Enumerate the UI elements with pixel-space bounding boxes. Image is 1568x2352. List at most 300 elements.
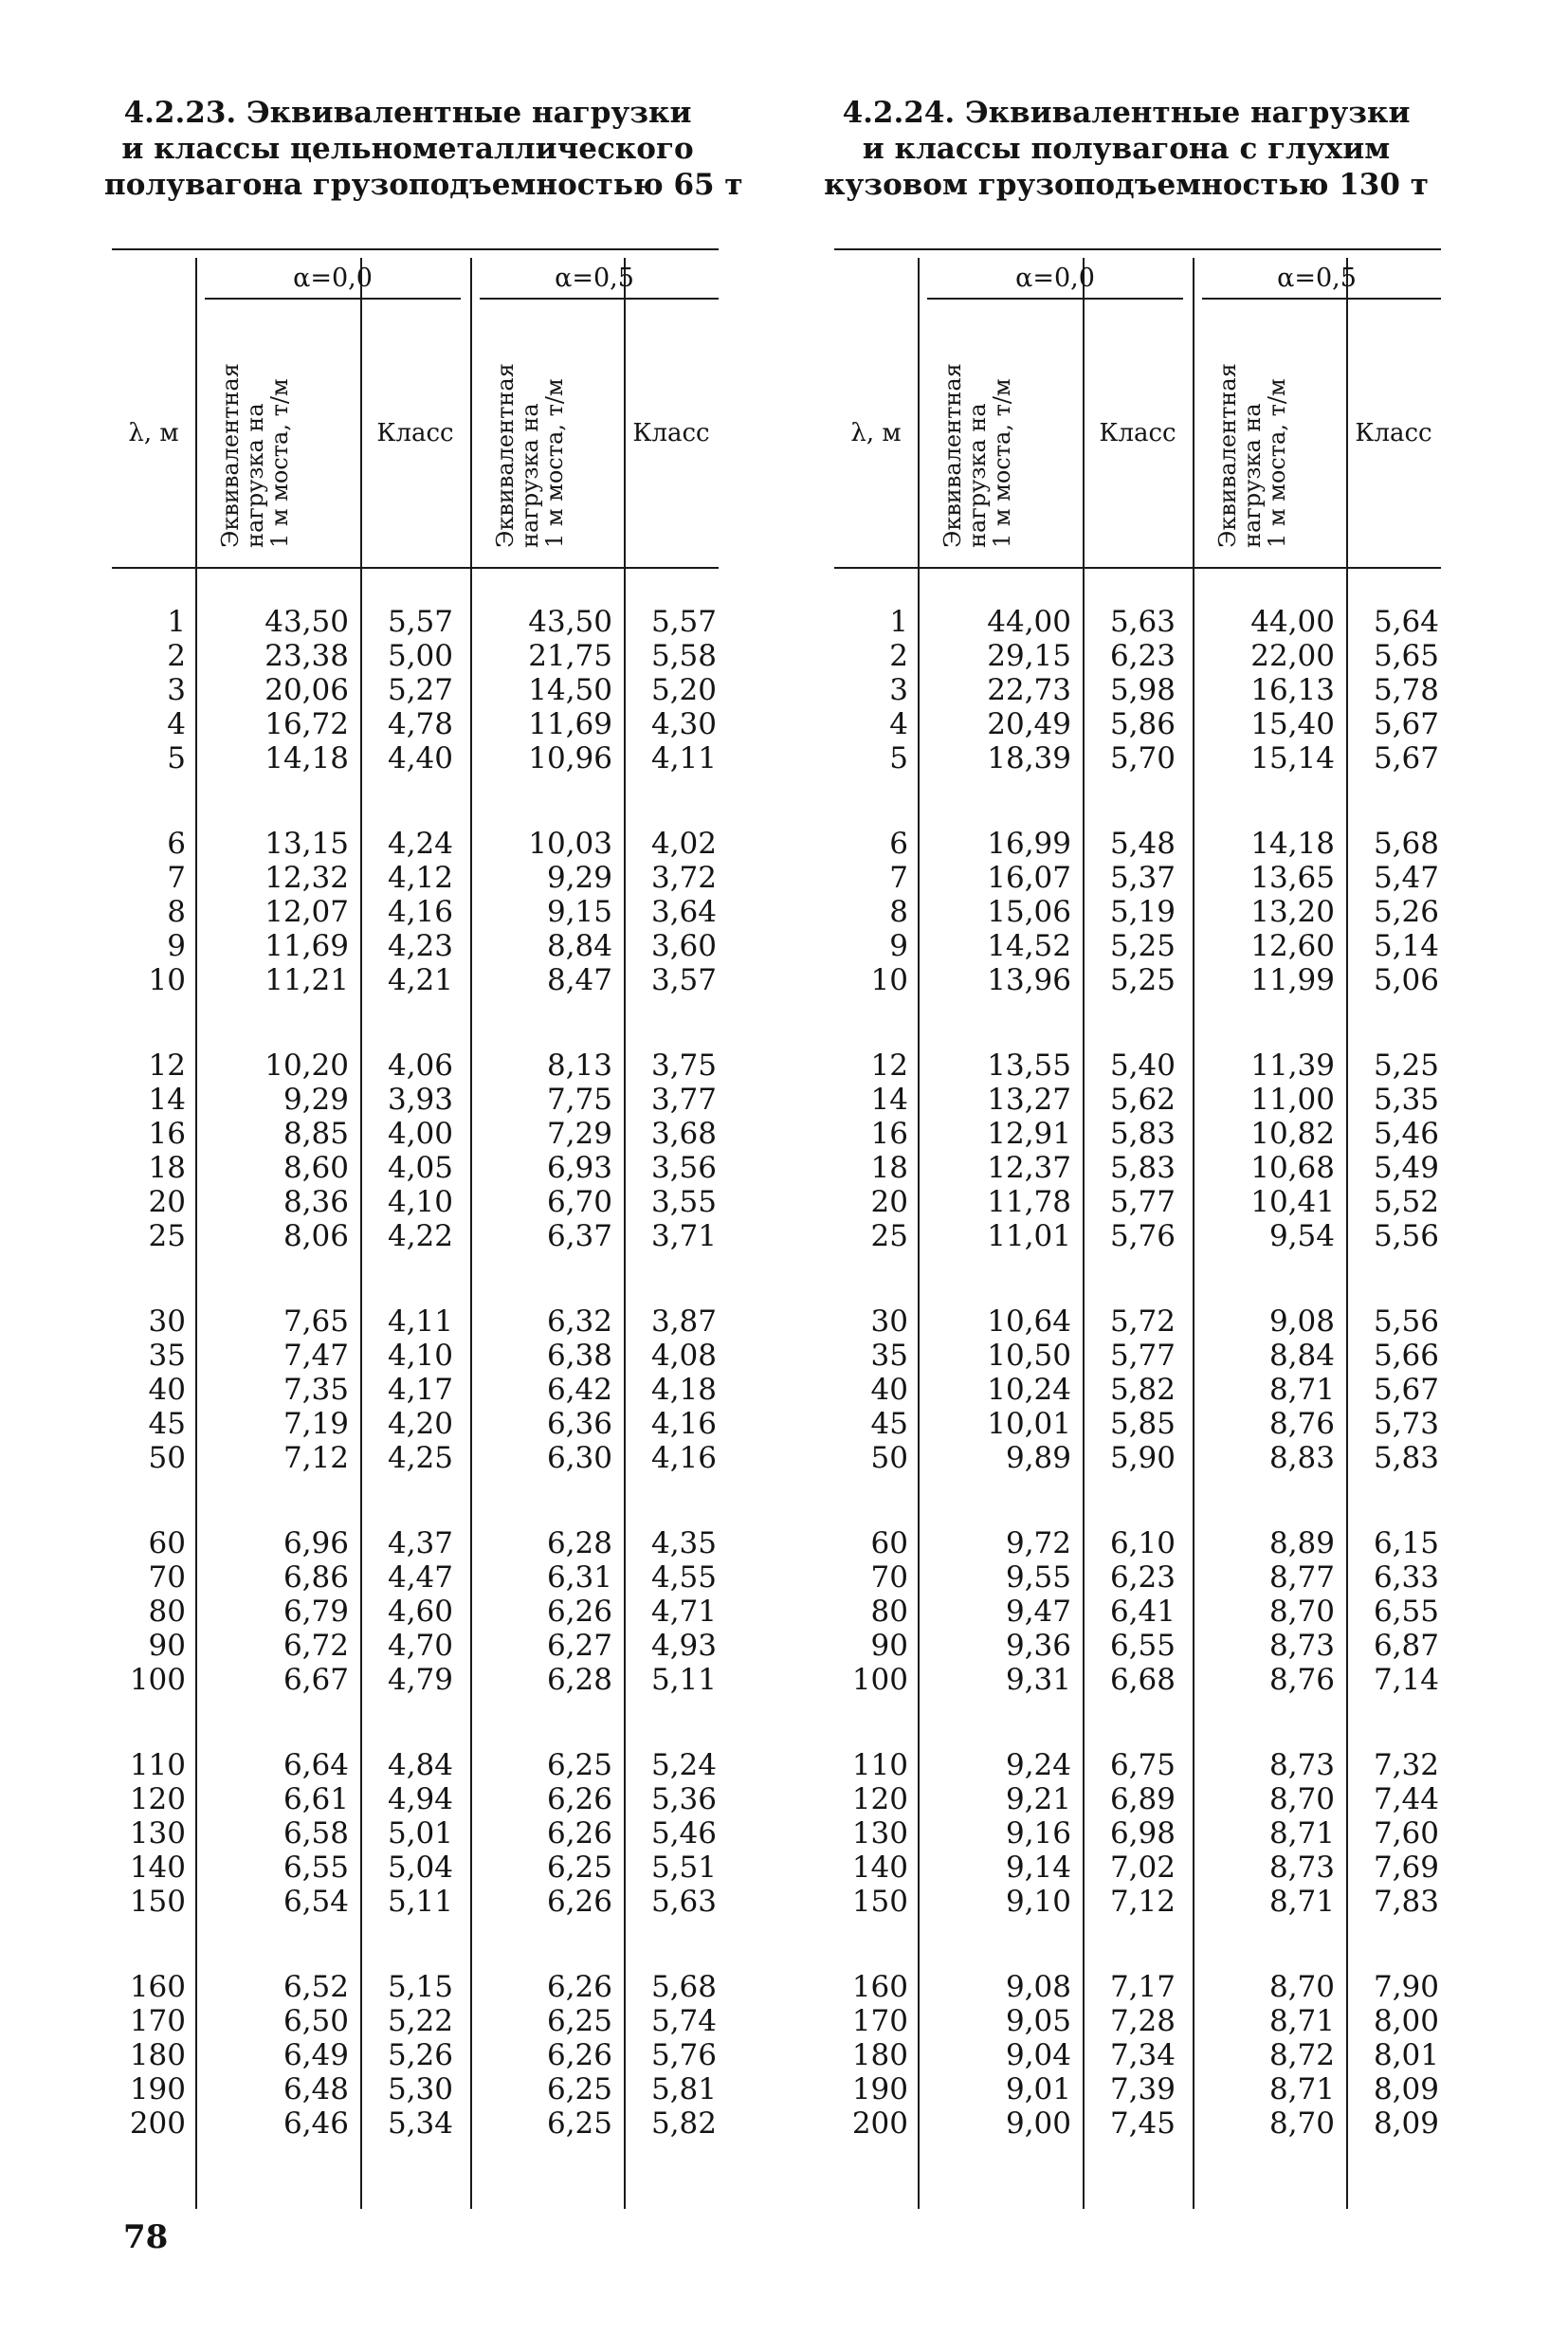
class-cell: 4,37 [387, 1526, 453, 1560]
class-cell: 3,71 [650, 1219, 717, 1253]
class-cell: 7,14 [1373, 1663, 1439, 1697]
class-cell: 7,17 [1109, 1970, 1176, 2004]
load-cell: 8,73 [1268, 1629, 1335, 1663]
table-row [834, 895, 1441, 929]
class-cell: 5,76 [650, 2038, 717, 2072]
table-right [834, 245, 1441, 2209]
load-cell: 12,60 [1250, 929, 1335, 963]
class-cell: 5,47 [1373, 861, 1439, 895]
class-cell: 6,89 [1109, 1782, 1176, 1816]
load-cell: 43,50 [528, 605, 612, 639]
class-cell: 4,16 [387, 895, 453, 929]
load-header-line: нагрузка на [517, 403, 543, 548]
lambda-cell: 80 [870, 1595, 908, 1629]
class-cell: 5,01 [387, 1816, 453, 1851]
class-cell: 5,82 [650, 2106, 717, 2141]
alpha-group-rule [1202, 298, 1441, 300]
load-header-line: Эквивалентная [939, 363, 966, 548]
load-cell: 6,49 [283, 2038, 349, 2072]
lambda-cell: 10 [870, 963, 908, 997]
load-cell: 14,18 [264, 741, 349, 775]
lambda-cell: 160 [851, 1970, 908, 2004]
load-cell: 6,26 [546, 1970, 612, 2004]
row-group [112, 1048, 719, 1253]
row-group [834, 1970, 1441, 2141]
class-cell: 4,78 [387, 707, 453, 741]
lambda-cell: 110 [851, 1748, 908, 1782]
load-cell: 10,03 [528, 827, 612, 861]
table-row [112, 639, 719, 673]
load-cell: 12,37 [987, 1151, 1071, 1185]
load-cell: 11,69 [528, 707, 612, 741]
class-cell: 5,52 [1373, 1185, 1439, 1219]
class-header: Класс [1099, 419, 1176, 447]
class-cell: 6,23 [1109, 1560, 1176, 1595]
load-cell: 16,99 [987, 827, 1071, 861]
caption-line: кузовом грузоподъемностью 130 т [824, 168, 1429, 202]
table-row [834, 605, 1441, 639]
load-cell: 8,36 [283, 1185, 349, 1219]
lambda-cell: 9 [167, 929, 186, 963]
load-cell: 10,01 [987, 1407, 1071, 1441]
lambda-cell: 120 [851, 1782, 908, 1816]
load-cell: 9,04 [1005, 2038, 1071, 2072]
load-cell: 6,26 [546, 2038, 612, 2072]
load-header-line: Эквивалентная [1214, 363, 1241, 548]
load-cell: 8,71 [1268, 1816, 1335, 1851]
lambda-cell: 30 [148, 1304, 186, 1339]
class-cell: 5,15 [387, 1970, 453, 2004]
class-cell: 4,94 [387, 1782, 453, 1816]
class-cell: 5,19 [1109, 895, 1176, 929]
class-cell: 4,16 [650, 1407, 717, 1441]
class-cell: 5,63 [650, 1885, 717, 1919]
load-cell: 11,39 [1250, 1048, 1335, 1083]
load-cell: 14,50 [528, 673, 612, 707]
load-cell: 10,20 [264, 1048, 349, 1083]
class-cell: 5,67 [1373, 707, 1439, 741]
load-cell: 6,25 [546, 2072, 612, 2106]
load-cell: 6,27 [546, 1629, 612, 1663]
load-cell: 21,75 [528, 639, 612, 673]
load-cell: 8,76 [1268, 1407, 1335, 1441]
load-header-line: нагрузка на [242, 403, 268, 548]
class-cell: 4,79 [387, 1663, 453, 1697]
load-cell: 15,06 [987, 895, 1071, 929]
load-cell: 8,47 [546, 963, 612, 997]
load-header-line: Эквивалентная [217, 363, 244, 548]
lambda-cell: 5 [889, 741, 908, 775]
table-row [112, 2038, 719, 2072]
lambda-cell: 170 [129, 2004, 186, 2038]
class-cell: 5,81 [650, 2072, 717, 2106]
table-row [834, 1816, 1441, 1851]
caption-line: 4.2.24. Эквивалентные нагрузки [842, 96, 1411, 130]
load-cell: 8,73 [1268, 1851, 1335, 1885]
lambda-cell: 18 [148, 1151, 186, 1185]
load-header-line: нагрузка на [1239, 403, 1266, 548]
class-cell: 7,44 [1373, 1782, 1439, 1816]
load-cell: 6,25 [546, 1748, 612, 1782]
table-row [834, 1373, 1441, 1407]
class-cell: 6,10 [1109, 1526, 1176, 1560]
load-cell: 9,05 [1005, 2004, 1071, 2038]
class-cell: 4,70 [387, 1629, 453, 1663]
caption-line: полувагона грузоподъемностью 65 т [104, 168, 743, 202]
class-cell: 7,69 [1373, 1851, 1439, 1885]
lambda-cell: 140 [851, 1851, 908, 1885]
load-cell: 6,31 [546, 1560, 612, 1595]
load-cell: 6,38 [546, 1339, 612, 1373]
lambda-cell: 130 [851, 1816, 908, 1851]
class-cell: 5,73 [1373, 1407, 1439, 1441]
lambda-cell: 3 [889, 673, 908, 707]
table-row [112, 673, 719, 707]
table-row [112, 1219, 719, 1253]
load-cell: 6,61 [283, 1782, 349, 1816]
class-cell: 4,24 [387, 827, 453, 861]
class-cell: 4,84 [387, 1748, 453, 1782]
class-cell: 4,18 [650, 1373, 717, 1407]
class-cell: 7,45 [1109, 2106, 1176, 2141]
table-row [112, 2072, 719, 2106]
lambda-cell: 8 [889, 895, 908, 929]
lambda-cell: 130 [129, 1816, 186, 1851]
class-cell: 5,06 [1373, 963, 1439, 997]
load-cell: 10,50 [987, 1339, 1071, 1373]
class-cell: 7,39 [1109, 2072, 1176, 2106]
table-row [834, 1629, 1441, 1663]
header-bottom-rule [112, 567, 719, 569]
class-cell: 3,72 [650, 861, 717, 895]
lambda-cell: 80 [148, 1595, 186, 1629]
lambda-cell: 25 [870, 1219, 908, 1253]
load-cell: 6,26 [546, 1885, 612, 1919]
table-row [834, 2072, 1441, 2106]
class-cell: 5,58 [650, 639, 717, 673]
row-group [112, 827, 719, 997]
table-row [834, 1151, 1441, 1185]
lambda-cell: 2 [889, 639, 908, 673]
class-cell: 5,37 [1109, 861, 1176, 895]
load-cell: 22,73 [987, 673, 1071, 707]
load-cell: 6,55 [283, 1851, 349, 1885]
class-cell: 3,87 [650, 1304, 717, 1339]
load-cell: 14,52 [987, 929, 1071, 963]
load-cell: 7,35 [283, 1373, 349, 1407]
lambda-cell: 16 [148, 1117, 186, 1151]
class-cell: 6,87 [1373, 1629, 1439, 1663]
load-cell: 13,15 [264, 827, 349, 861]
class-cell: 3,68 [650, 1117, 717, 1151]
class-cell: 5,68 [650, 1970, 717, 2004]
lambda-cell: 190 [129, 2072, 186, 2106]
load-cell: 8,85 [283, 1117, 349, 1151]
caption-line: 4.2.23. Эквивалентные нагрузки [123, 96, 692, 130]
table-row [112, 2004, 719, 2038]
class-cell: 4,23 [387, 929, 453, 963]
table-row [112, 1663, 719, 1697]
load-cell: 8,70 [1268, 1595, 1335, 1629]
class-cell: 4,93 [650, 1629, 717, 1663]
class-cell: 5,83 [1109, 1117, 1176, 1151]
table-row [834, 1970, 1441, 2004]
lambda-cell: 8 [167, 895, 186, 929]
row-group [834, 1748, 1441, 1919]
load-cell: 44,00 [987, 605, 1071, 639]
load-cell: 6,25 [546, 2106, 612, 2141]
table-caption-left [104, 95, 743, 203]
table-row [834, 861, 1441, 895]
load-cell: 10,82 [1250, 1117, 1335, 1151]
load-cell: 8,72 [1268, 2038, 1335, 2072]
load-cell: 6,50 [283, 2004, 349, 2038]
load-cell: 9,29 [283, 1083, 349, 1117]
load-cell: 9,10 [1005, 1885, 1071, 1919]
alpha-group-header: α=0,0 [293, 264, 373, 293]
alpha-group-header: α=0,5 [1277, 264, 1357, 293]
load-cell: 12,32 [264, 861, 349, 895]
load-cell: 9,14 [1005, 1851, 1071, 1885]
class-cell: 4,12 [387, 861, 453, 895]
header-bottom-rule [834, 567, 1441, 569]
table-row [112, 1117, 719, 1151]
page-number: 78 [123, 2218, 169, 2256]
load-cell: 9,08 [1005, 1970, 1071, 2004]
load-cell: 6,26 [546, 1816, 612, 1851]
class-cell: 4,10 [387, 1339, 453, 1373]
load-cell: 6,72 [283, 1629, 349, 1663]
table-body [112, 605, 719, 2192]
load-cell: 8,06 [283, 1219, 349, 1253]
class-cell: 8,09 [1373, 2106, 1439, 2141]
class-cell: 5,24 [650, 1748, 717, 1782]
load-cell: 22,00 [1250, 639, 1335, 673]
load-header [218, 358, 339, 548]
table-row [112, 1782, 719, 1816]
table-row [834, 1339, 1441, 1373]
class-cell: 5,57 [650, 605, 717, 639]
table-row [834, 707, 1441, 741]
load-cell: 29,15 [987, 639, 1071, 673]
load-cell: 11,78 [987, 1185, 1071, 1219]
load-cell: 10,96 [528, 741, 612, 775]
load-cell: 11,00 [1250, 1083, 1335, 1117]
table-row [834, 2106, 1441, 2141]
class-cell: 6,33 [1373, 1560, 1439, 1595]
load-cell: 23,38 [264, 639, 349, 673]
load-cell: 9,29 [546, 861, 612, 895]
load-cell: 9,31 [1005, 1663, 1071, 1697]
load-cell: 9,15 [546, 895, 612, 929]
lambda-cell: 5 [167, 741, 186, 775]
lambda-cell: 20 [148, 1185, 186, 1219]
caption-line: и классы полувагона с глухим [862, 132, 1391, 166]
load-cell: 8,70 [1268, 2106, 1335, 2141]
lambda-cell: 7 [889, 861, 908, 895]
load-cell: 16,07 [987, 861, 1071, 895]
table-row [834, 929, 1441, 963]
load-cell: 10,41 [1250, 1185, 1335, 1219]
table-row [834, 1407, 1441, 1441]
load-cell: 6,36 [546, 1407, 612, 1441]
class-cell: 5,74 [650, 2004, 717, 2038]
lambda-cell: 180 [851, 2038, 908, 2072]
load-header-line: нагрузка на [964, 403, 991, 548]
load-cell: 8,71 [1268, 2004, 1335, 2038]
class-cell: 5,27 [387, 673, 453, 707]
load-cell: 6,32 [546, 1304, 612, 1339]
load-cell: 16,72 [264, 707, 349, 741]
table-row [834, 1219, 1441, 1253]
lambda-cell: 200 [129, 2106, 186, 2141]
load-cell: 7,75 [546, 1083, 612, 1117]
lambda-cell: 9 [889, 929, 908, 963]
table-row [112, 2106, 719, 2141]
class-cell: 3,93 [387, 1083, 453, 1117]
table-row [834, 1748, 1441, 1782]
load-cell: 9,24 [1005, 1748, 1071, 1782]
table-row [112, 1560, 719, 1595]
load-cell: 6,42 [546, 1373, 612, 1407]
lambda-cell: 35 [148, 1339, 186, 1373]
lambda-cell: 7 [167, 861, 186, 895]
lambda-cell: 150 [851, 1885, 908, 1919]
load-cell: 6,26 [546, 1595, 612, 1629]
table-row [112, 1048, 719, 1083]
load-cell: 13,20 [1250, 895, 1335, 929]
table-row [112, 1441, 719, 1475]
class-cell: 5,67 [1373, 741, 1439, 775]
table-row [112, 895, 719, 929]
load-cell: 13,27 [987, 1083, 1071, 1117]
load-header-line: 1 м моста, т/м [989, 378, 1015, 548]
class-cell: 6,15 [1373, 1526, 1439, 1560]
load-cell: 8,70 [1268, 1970, 1335, 2004]
lambda-cell: 100 [851, 1663, 908, 1697]
class-cell: 5,51 [650, 1851, 717, 1885]
table-row [112, 1373, 719, 1407]
class-cell: 5,56 [1373, 1304, 1439, 1339]
class-cell: 4,71 [650, 1595, 717, 1629]
table-row [834, 1526, 1441, 1560]
load-cell: 9,36 [1005, 1629, 1071, 1663]
class-cell: 8,00 [1373, 2004, 1439, 2038]
table-left [112, 245, 719, 2209]
lambda-cell: 100 [129, 1663, 186, 1697]
table-row [834, 741, 1441, 775]
lambda-cell: 10 [148, 963, 186, 997]
class-cell: 5,11 [650, 1663, 717, 1697]
load-cell: 9,21 [1005, 1782, 1071, 1816]
class-cell: 5,48 [1109, 827, 1176, 861]
load-header [940, 358, 1062, 548]
class-cell: 4,00 [387, 1117, 453, 1151]
load-cell: 9,72 [1005, 1526, 1071, 1560]
class-cell: 6,55 [1373, 1595, 1439, 1629]
load-cell: 6,54 [283, 1885, 349, 1919]
load-cell: 8,13 [546, 1048, 612, 1083]
lambda-cell: 2 [167, 639, 186, 673]
class-cell: 5,25 [1109, 929, 1176, 963]
load-cell: 8,77 [1268, 1560, 1335, 1595]
lambda-cell: 70 [148, 1560, 186, 1595]
class-cell: 7,32 [1373, 1748, 1439, 1782]
lambda-cell: 120 [129, 1782, 186, 1816]
load-cell: 16,13 [1250, 673, 1335, 707]
table-row [834, 673, 1441, 707]
class-cell: 7,60 [1373, 1816, 1439, 1851]
load-cell: 10,24 [987, 1373, 1071, 1407]
load-cell: 11,69 [264, 929, 349, 963]
lambda-cell: 50 [870, 1441, 908, 1475]
table-row [834, 1083, 1441, 1117]
table-row [112, 1304, 719, 1339]
alpha-group-rule [205, 298, 461, 300]
class-cell: 5,40 [1109, 1048, 1176, 1083]
load-cell: 7,19 [283, 1407, 349, 1441]
load-cell: 9,89 [1005, 1441, 1071, 1475]
load-cell: 7,12 [283, 1441, 349, 1475]
table-row [112, 1339, 719, 1373]
class-cell: 5,64 [1373, 605, 1439, 639]
table-row [112, 1595, 719, 1629]
class-cell: 5,77 [1109, 1339, 1176, 1373]
table-row [112, 929, 719, 963]
table-row [112, 1885, 719, 1919]
row-group [112, 1526, 719, 1697]
class-cell: 6,68 [1109, 1663, 1176, 1697]
class-cell: 4,30 [650, 707, 717, 741]
load-cell: 6,37 [546, 1219, 612, 1253]
load-cell: 13,96 [987, 963, 1071, 997]
table-top-rule [112, 248, 719, 250]
table-row [112, 1629, 719, 1663]
lambda-cell: 90 [148, 1629, 186, 1663]
load-cell: 8,83 [1268, 1441, 1335, 1475]
class-cell: 5,85 [1109, 1407, 1176, 1441]
load-cell: 6,52 [283, 1970, 349, 2004]
load-cell: 11,01 [987, 1219, 1071, 1253]
table-body [834, 605, 1441, 2192]
load-cell: 13,55 [987, 1048, 1071, 1083]
row-group [112, 1970, 719, 2141]
load-cell: 11,99 [1250, 963, 1335, 997]
alpha-group-rule [480, 298, 719, 300]
load-cell: 43,50 [264, 605, 349, 639]
table-row [834, 1185, 1441, 1219]
class-cell: 5,76 [1109, 1219, 1176, 1253]
lambda-cell: 90 [870, 1629, 908, 1663]
load-cell: 8,76 [1268, 1663, 1335, 1697]
table-row [834, 1851, 1441, 1885]
table-row [834, 1441, 1441, 1475]
class-cell: 3,57 [650, 963, 717, 997]
class-cell: 4,60 [387, 1595, 453, 1629]
row-group [112, 1304, 719, 1475]
class-cell: 4,21 [387, 963, 453, 997]
lambda-cell: 30 [870, 1304, 908, 1339]
lambda-cell: 12 [148, 1048, 186, 1083]
class-cell: 4,08 [650, 1339, 717, 1373]
table-row [112, 1851, 719, 1885]
class-cell: 7,34 [1109, 2038, 1176, 2072]
load-cell: 10,68 [1250, 1151, 1335, 1185]
lambda-cell: 180 [129, 2038, 186, 2072]
lambda-cell: 40 [870, 1373, 908, 1407]
lambda-cell: 45 [870, 1407, 908, 1441]
load-cell: 6,30 [546, 1441, 612, 1475]
